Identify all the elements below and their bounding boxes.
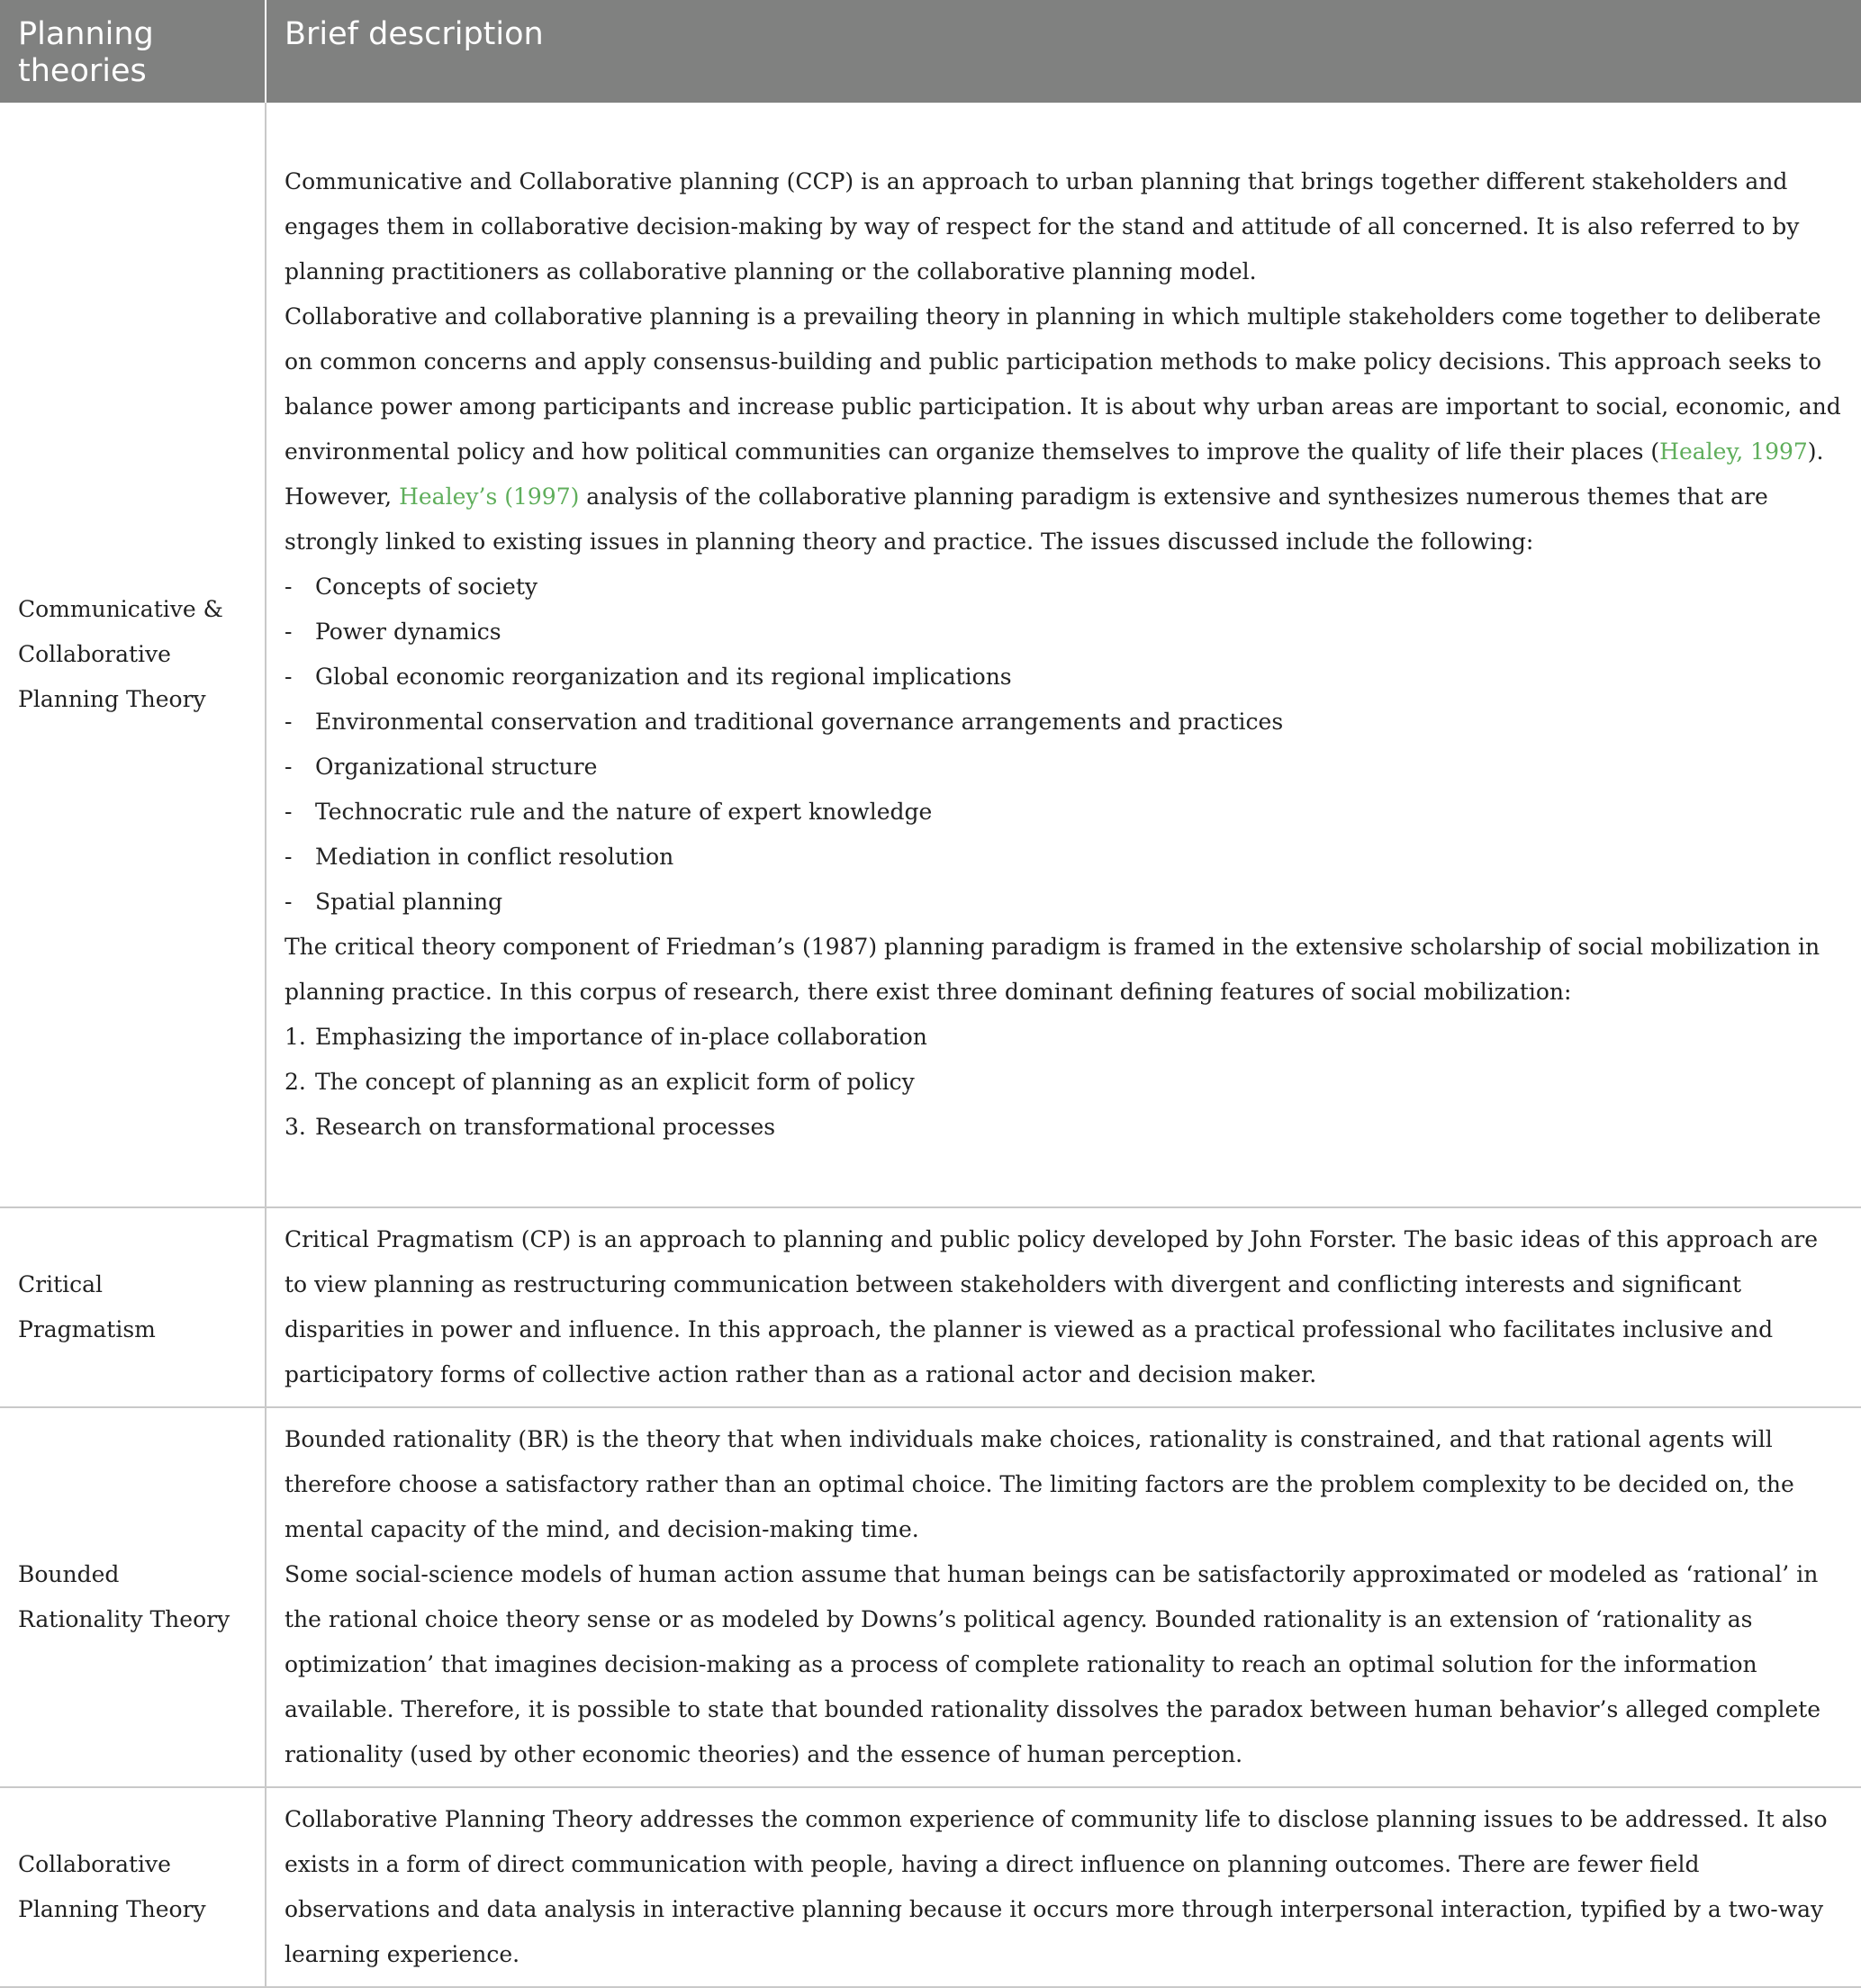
theory-description (266, 1787, 1861, 1987)
list-item: - Technocratic rule and the nature of expert knowledge (285, 799, 933, 825)
theory-description (266, 1407, 1861, 1787)
theory-name: Collaborative Planning Theory (0, 1787, 266, 1987)
citation-link[interactable]: Healey, 1997 (1659, 438, 1808, 465)
header-row (0, 0, 1861, 103)
list-item: - Environmental conservation and traditional governance arrangements and practices (285, 709, 1284, 735)
list-item: - Global economic reorganization and its regional implications (285, 664, 1012, 690)
numbered-item: 2. The concept of planning as an explicit form of policy (285, 1069, 915, 1095)
description-paragraph: Critical Pragmatism (CP) is an approach to planning and public policy developed by John Forster. The basic ideas of this approach are to view planning as restructuring communication between stakeholders with divergent and conflicting interests and significant disparities in power and influence. In this approach, the planner is viewed as a practical professional who facilitates inclusive and participatory forms of collective action rather than as a rational actor and decision maker. (285, 1226, 1819, 1387)
theory-description (266, 103, 1861, 1207)
theory-name: Bounded Rationality Theory (0, 1407, 266, 1787)
description-paragraph: Bounded rationality (BR) is the theory that when individuals make choices, rationality is constrained, and that rational agents will therefore choose a satisfactory rather than an optimal choice. The limiting factors are the problem complexity to be decided on, the mental capacity of the mind, and decision-making time. (285, 1426, 1794, 1542)
theory-name: Communicative & Collaborative Planning Theory (0, 103, 266, 1207)
description-paragraph: The critical theory component of Friedman’s (1987) planning paradigm is framed in the extensive scholarship of social mobilization in planning practice. In this corpus of research, there exist three dominant defining features of social mobilization: (285, 934, 1820, 1005)
table-row (0, 1407, 1861, 1787)
citation-link[interactable]: Healey’s (1997) (399, 483, 580, 510)
header-brief-description: Brief description (266, 0, 1861, 103)
table-row (0, 1787, 1861, 1987)
list-item: - Power dynamics (285, 619, 501, 645)
theory-description (266, 1207, 1861, 1407)
description-paragraph: Collaborative and collaborative planning is a prevailing theory in planning in which multiple stakeholders come together to deliberate on common concerns and apply consensus-building and public participation methods to make policy decisions. This approach seeks to balance power among participants and increase public participation. It is about why urban areas are important to social, economic, and environmental policy and how political communities can organize themselves to improve the quality of life their places (Healey, 1997). (285, 303, 1841, 465)
table-row (0, 1207, 1861, 1407)
description-paragraph: Collaborative Planning Theory addresses the common experience of community life to disclose planning issues to be addressed. It also exists in a form of direct communication with people, having a direct influence on planning outcomes. There are fewer field observations and data analysis in interactive planning because it occurs more through interpersonal interaction, typified by a two-way learning experience. (285, 1806, 1828, 1967)
numbered-item: 3. Research on transformational processes (285, 1114, 776, 1140)
description-paragraph: However, Healey’s (1997) analysis of the collaborative planning paradigm is extensive and synthesizes numerous themes that are strongly linked to existing issues in planning theory and practice. The issues discussed include the following: (285, 483, 1768, 555)
description-paragraph: Some social-science models of human action assume that human beings can be satisfactorily approximated or modeled as ‘rational’ in the rational choice theory sense or as modeled by Downs’s political agency. Bounded rationality is an extension of ‘rationality as optimization’ that imagines decision-making as a process of complete rationality to reach an optimal solution for the information available. Therefore, it is possible to state that bounded rationality dissolves the paradox between human behavior’s alleged complete rationality (used by other economic theories) and the essence of human perception. (285, 1561, 1821, 1767)
numbered-item: 1. Emphasizing the importance of in-place collaboration (285, 1024, 927, 1050)
description-paragraph: Communicative and Collaborative planning (CCP) is an approach to urban planning that brings together different stakeholders and engages them in collaborative decision-making by way of respect for the stand and attitude of all concerned. It is also referred to by planning practitioners as collaborative planning or the collaborative planning model. (285, 168, 1800, 285)
list-item: - Concepts of society (285, 574, 538, 600)
header-planning-theories: Planning theories (0, 0, 266, 103)
list-item: - Mediation in conflict resolution (285, 844, 674, 870)
table-row (0, 103, 1861, 1207)
list-item: - Spatial planning (285, 889, 503, 915)
theory-name: Critical Pragmatism (0, 1207, 266, 1407)
list-item: - Organizational structure (285, 754, 598, 780)
